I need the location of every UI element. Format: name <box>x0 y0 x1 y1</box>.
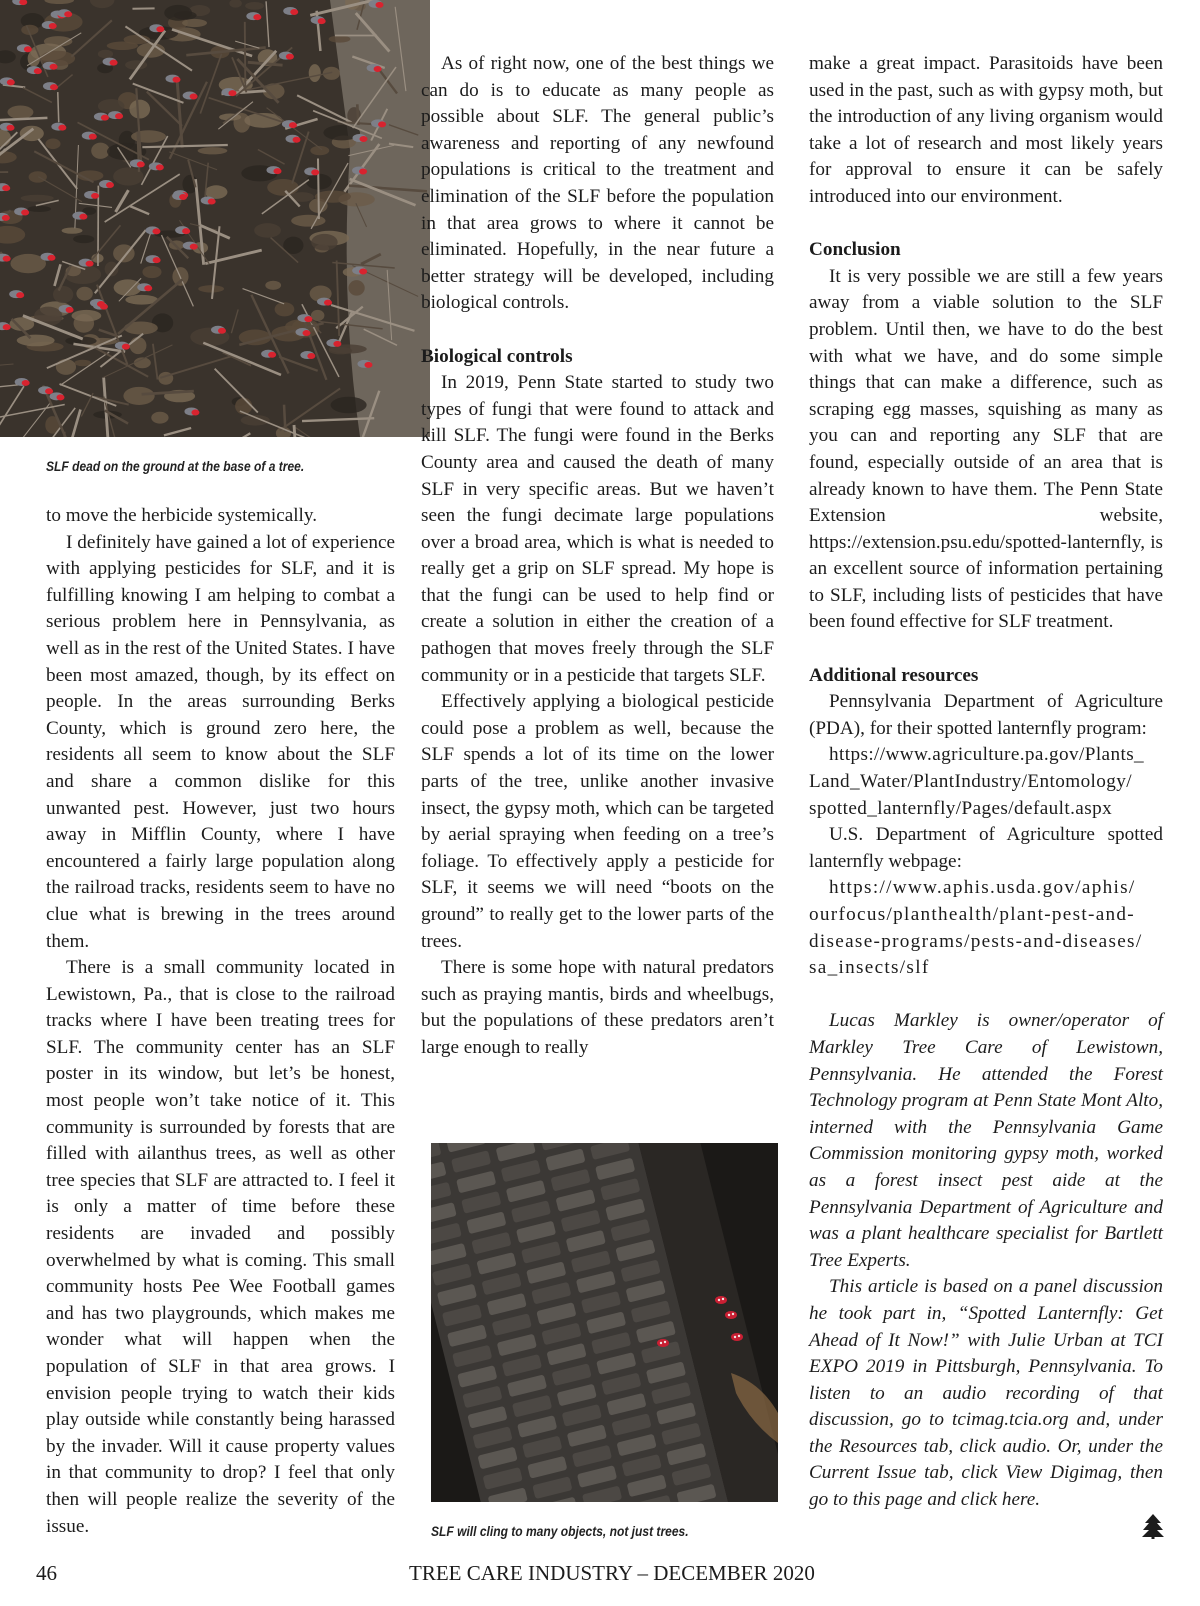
paragraph: There is a small community located in Lewistown, Pa., that is close to the railroad tracks where I have been treating trees for SLF. The community center has an SLF poster in its window, but let’s be honest, most people won’t take notice of it. This community is surrounded by forests that are filled with ailanthus trees, as well as other tree species that SLF are attracted to. I feel it is only a matter of time before these residents are invaded and possibly overwhelmed by what is coming. This small community hosts Pee Wee Football games and has two playgrounds, which makes me wonder what will happen when the population of SLF in that area grows. I envision people trying to watch their kids play outside while constantly being harassed by the invader. Will it cause property values in that community to drop? I feel that only then will people realize the severity of the issue. <box>46 957 395 1537</box>
column-2 <box>421 51 774 1062</box>
photo-slf-dead-ground-illustration <box>0 0 430 437</box>
resource-url-usda[interactable]: https://www.aphis.usda.gov/aphis/ ourfocus/planthealth/plant-pest-and- disease-programs/pests-and-diseases/ sa_insects/slf <box>809 877 1143 979</box>
photo-caption-2: SLF will cling to many objects, not just trees. <box>431 1523 689 1539</box>
paragraph: U.S. Department of Agriculture spotted lanternfly webpage: <box>809 824 1163 872</box>
paragraph: Pennsylvania Department of Agriculture (PDA), for their spotted lanternfly program: <box>809 691 1163 739</box>
paragraph: As of right now, one of the best things we can do is to educate as many people as possible about SLF. The general public’s awareness and reporting of any newfound populations is critical to the treatment and elimination of the SLF before the population in that area grows to where it cannot be eliminated. Hopefully, in the near future a better strategy will be developed, including biological controls. <box>421 53 774 314</box>
photo-slf-on-tire <box>431 1143 778 1502</box>
paragraph: Effectively applying a biological pesticide could pose a problem as well, because the SLF spends a lot of its time on the lower parts of the tree, unlike another invasive insect, the gypsy moth, which can be targeted by aerial spraying when feeding on a tree’s foliage. To effectively apply a pesticide for SLF, it seems we will need “boots on the ground” to really get to the lower parts of the trees. <box>421 691 774 952</box>
column-1 <box>46 503 395 1540</box>
section-heading-biological-controls: Biological controls <box>421 345 573 367</box>
paragraph: I definitely have gained a lot of experience with applying pesticides for SLF, and it is fulfilling knowing I am helping to combat a serious problem here in Pennsylvania, as well as in the rest of the United States. I have been most amazed, though, by its effect on people. In the areas surrounding Berks County, which is ground zero here, the residents all seem to know about the SLF and share a common dislike for this unwanted pest. However, just two hours away in Mifflin County, where I have encountered a fairly large population along the railroad tracks, residents seem to have no clue what is brewing in the trees around them. <box>46 531 395 952</box>
author-bio: Lucas Markley is owner/operator of Markley Tree Care of Lewistown, Pennsylvania. He attended the Forest Technology program at Penn State Mont Alto, interned with the Pennsylvania Game Commission monitoring gypsy moth, worked as a forest insect pest aide at the Pennsylvania Department of Agriculture and was a plant healthcare specialist for Bartlett Tree Experts. <box>809 1010 1163 1271</box>
photo-slf-on-tire-illustration <box>431 1143 778 1502</box>
section-heading-conclusion: Conclusion <box>809 239 901 261</box>
section-heading-additional-resources: Additional resources <box>809 664 979 686</box>
article-note: This article is based on a panel discussion he took part in, “Spotted Lanternfly: Get Ahead of It Now!” with Julie Urban at TCI EXPO 2019 in Pittsburgh, Pennsylvania. To listen to an audio recording of that discussion, go to tcimag.tcia.org and, under the Resources tab, click audio. Or, under the Current Issue tab, click View Digimag, then go to this page and click here. <box>809 1276 1163 1511</box>
column-3 <box>809 51 1163 1514</box>
paragraph: It is very possible we are still a few years away from a viable solution to the SLF problem. Until then, we have to do the best with what we have, and do some simple things that can make a difference, such as scraping egg masses, squishing as many as you can and reporting any SLF that are found, especially outside of an area that is already known to have them. The Penn State Extension website, https://extension.psu.edu/spotted-lanternfly, is an excellent source of information pertaining to SLF, including lists of pesticides that have been found effective for SLF treatment. <box>809 265 1163 633</box>
photo-caption-1: SLF dead on the ground at the base of a tree. <box>46 458 305 474</box>
tree-end-icon <box>1140 1513 1166 1539</box>
footer-publication-title: TREE CARE INDUSTRY – DECEMBER 2020 <box>409 1561 815 1585</box>
page-number: 46 <box>36 1561 57 1585</box>
photo-slf-dead-ground <box>0 0 430 437</box>
paragraph: make a great impact. Parasitoids have been used in the past, such as with gypsy moth, but the introduction of any living organism would take a lot of research and most likely years for approval to ensure it can be safely introduced into our environment. <box>809 53 1163 207</box>
paragraph: There is some hope with natural predators such as praying mantis, birds and wheelbugs, but the populations of these predators aren’t large enough to really <box>421 957 774 1058</box>
paragraph: In 2019, Penn State started to study two types of fungi that were found to attack and kill SLF. The fungi were found in the Berks County area and caused the death of many SLF in very specific areas. But we haven’t seen the fungi decimate large populations over a broad area, which is what is needed to really get a grip on SLF spread. My hope is that the fungi can be used to help find or create a solution in either the creation of a pathogen that moves freely through the SLF community or in a pesticide that targets SLF. <box>421 372 774 686</box>
resource-url-pda[interactable]: https://www.agriculture.pa.gov/Plants_ Land_Water/PlantIndustry/Entomology/ spotted_lanternfly/Pages/default.aspx <box>809 744 1145 819</box>
paragraph: to move the herbicide systemically. <box>46 505 318 526</box>
